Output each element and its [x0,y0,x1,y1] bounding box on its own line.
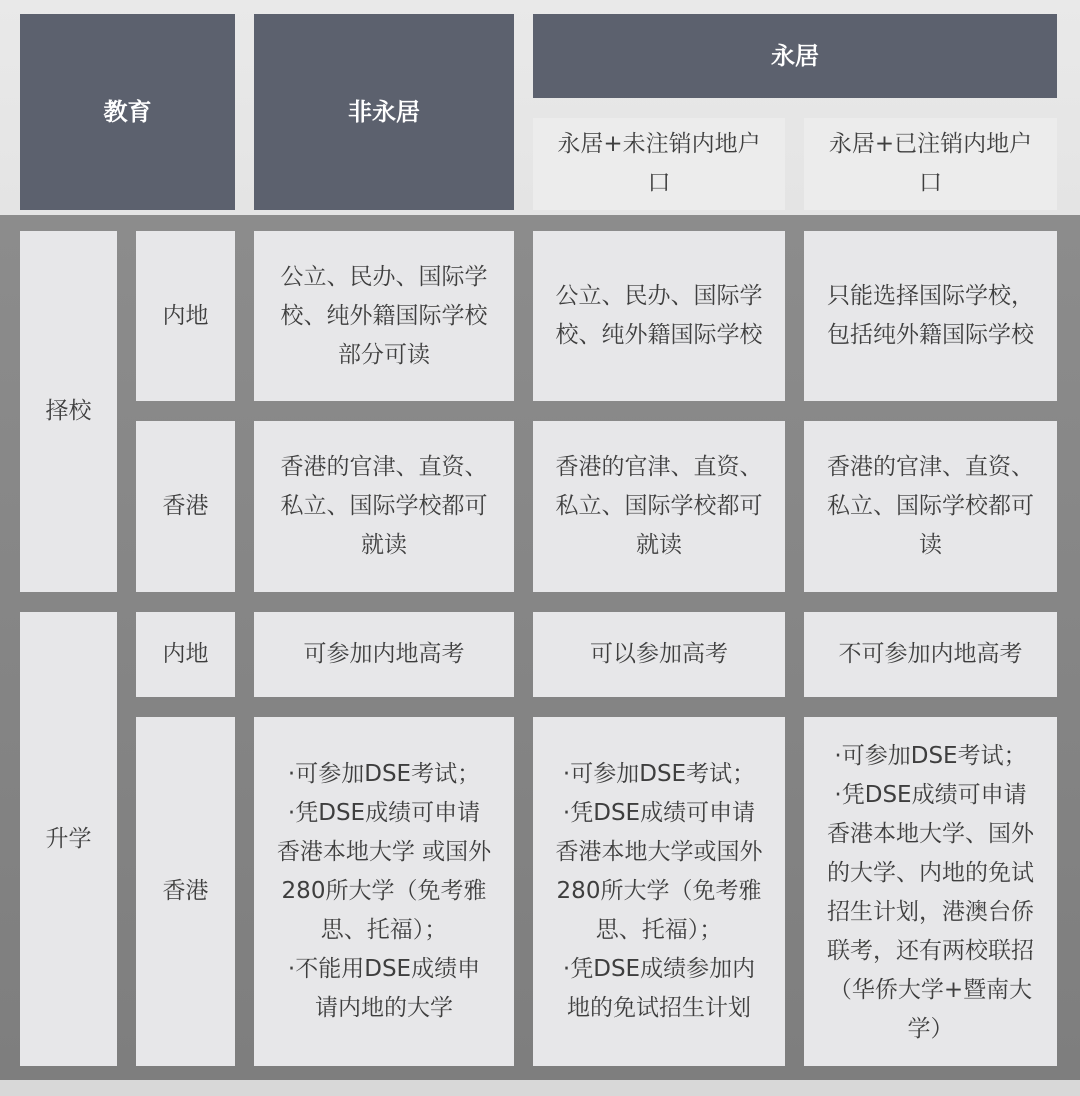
table-cell: 只能选择国际学校， 包括纯外籍国际学校 [804,231,1057,401]
table-cell: ·可参加DSE考试； ·凭DSE成绩可申请 香港本地大学或国外 280所大学（免考雅 思、托福）； ·凭DSE成绩参加内 地的免试招生计划 [533,717,785,1066]
row-label-mainland: 内地 [136,612,235,697]
table-cell: 香港的官津、直资、 私立、国际学校都可 就读 [254,421,514,592]
table-cell: 公立、民办、国际学 校、纯外籍国际学校 [533,231,785,401]
row-label-mainland: 内地 [136,231,235,401]
table-cell: ·可参加DSE考试； ·凭DSE成绩可申请 香港本地大学 或国外 280所大学（免考雅 思、托福）； ·不能用DSE成绩申 请内地的大学 [254,717,514,1066]
header-education: 教育 [20,14,235,210]
row-label-hongkong: 香港 [136,717,235,1066]
header-non-permanent: 非永居 [254,14,514,210]
header-permanent: 永居 [533,14,1057,98]
table-cell: ·可参加DSE考试； ·凭DSE成绩可申请 香港本地大学、国外 的大学、内地的免试 招生计划，港澳台侨 联考，还有两校联招 （华侨大学+暨南大 学） [804,717,1057,1066]
row-label-hongkong: 香港 [136,421,235,592]
section-school-choice: 择校 [20,231,117,592]
header-perm-cancelled: 永居+已注销内地户 口 [804,118,1057,210]
table-cell: 香港的官津、直资、 私立、国际学校都可 读 [804,421,1057,592]
table-cell: 可参加内地高考 [254,612,514,697]
table-cell: 香港的官津、直资、 私立、国际学校都可 就读 [533,421,785,592]
table-cell: 可以参加高考 [533,612,785,697]
table-cell: 不可参加内地高考 [804,612,1057,697]
table-cell: 公立、民办、国际学 校、纯外籍国际学校 部分可读 [254,231,514,401]
section-further-study: 升学 [20,612,117,1066]
header-perm-not-cancelled: 永居+未注销内地户 口 [533,118,785,210]
